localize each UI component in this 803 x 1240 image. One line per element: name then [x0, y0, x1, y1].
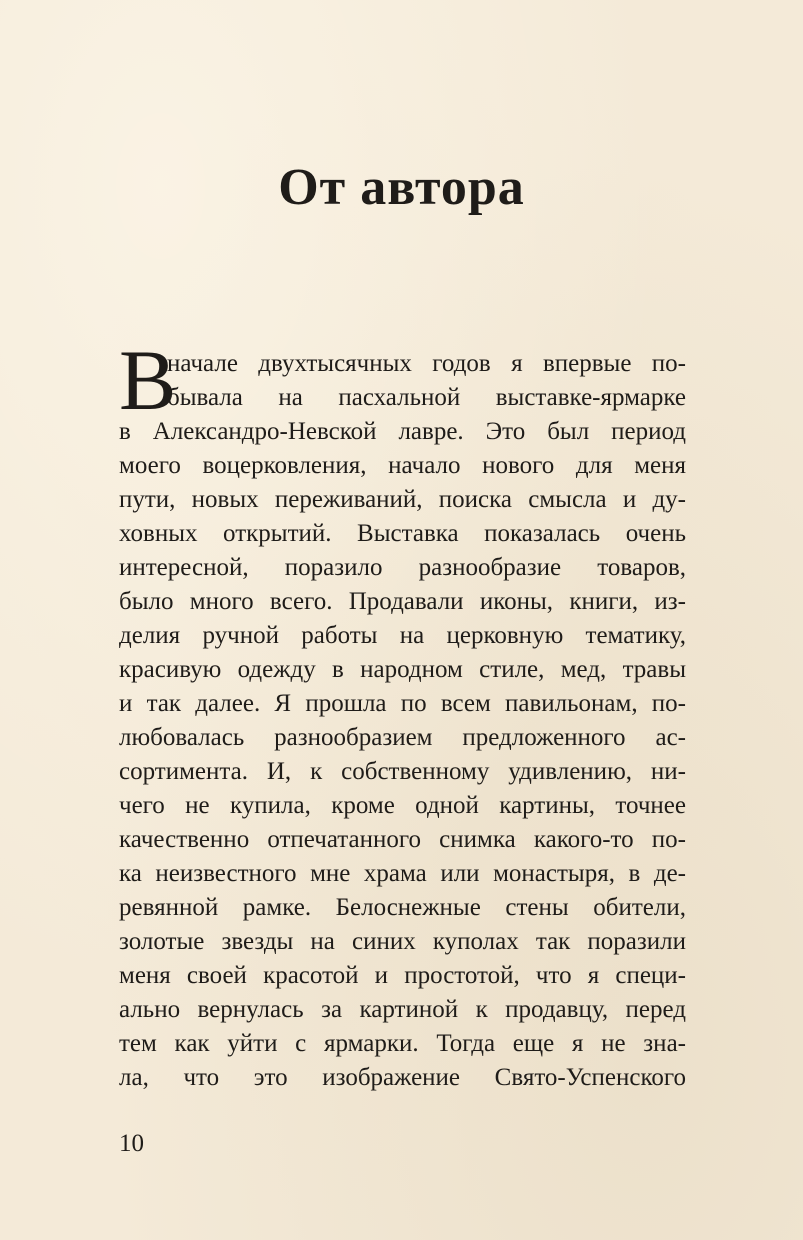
- text-line: меня своей красотой и простотой, что я специ-: [119, 962, 686, 989]
- text-line: моего воцерковления, начало нового для меня: [119, 452, 686, 479]
- text-line: и так далее. Я прошла по всем павильонам, по-: [119, 690, 686, 717]
- text-line: ховных открытий. Выставка показалась очень: [119, 520, 686, 547]
- text-line: было много всего. Продавали иконы, книги, из-: [119, 588, 686, 615]
- text-line: красивую одежду в народном стиле, мед, травы: [119, 656, 686, 683]
- text-line: любовалась разнообразием предложенного ас-: [119, 724, 686, 751]
- text-line: пути, новых переживаний, поиска смысла и ду-: [119, 486, 686, 513]
- text-line: ка неизвестного мне храма или монастыря, в де-: [119, 860, 686, 887]
- text-line: в Александро-Невской лавре. Это был период: [119, 418, 686, 445]
- text-line: ла, что это изображение Свято-Успенского: [119, 1064, 686, 1091]
- text-line: тем как уйти с ярмарки. Тогда еще я не зна-: [119, 1030, 686, 1057]
- text-line: интересной, поразило разнообразие товаров,: [119, 554, 686, 581]
- text-line: чего не купила, кроме одной картины, точнее: [119, 792, 686, 819]
- text-line: сортимента. И, к собственному удивлению, ни-: [119, 758, 686, 785]
- page-number: 10: [119, 1130, 144, 1157]
- text-line: качественно отпечатанного снимка какого-то по-: [119, 826, 686, 853]
- text-line: делия ручной работы на церковную тематику,: [119, 622, 686, 649]
- drop-cap: В: [119, 332, 177, 428]
- body-text: [119, 347, 686, 1095]
- text-line: золотые звезды на синих куполах так поразили: [119, 928, 686, 955]
- text-line: начале двухтысячных годов я впервые по-: [167, 350, 686, 377]
- text-line: ревянной рамке. Белоснежные стены обители,: [119, 894, 686, 921]
- text-line: ально вернулась за картиной к продавцу, перед: [119, 996, 686, 1023]
- text-line: бывала на пасхальной выставке-ярмарке: [167, 384, 686, 411]
- chapter-title: От автора: [278, 159, 525, 216]
